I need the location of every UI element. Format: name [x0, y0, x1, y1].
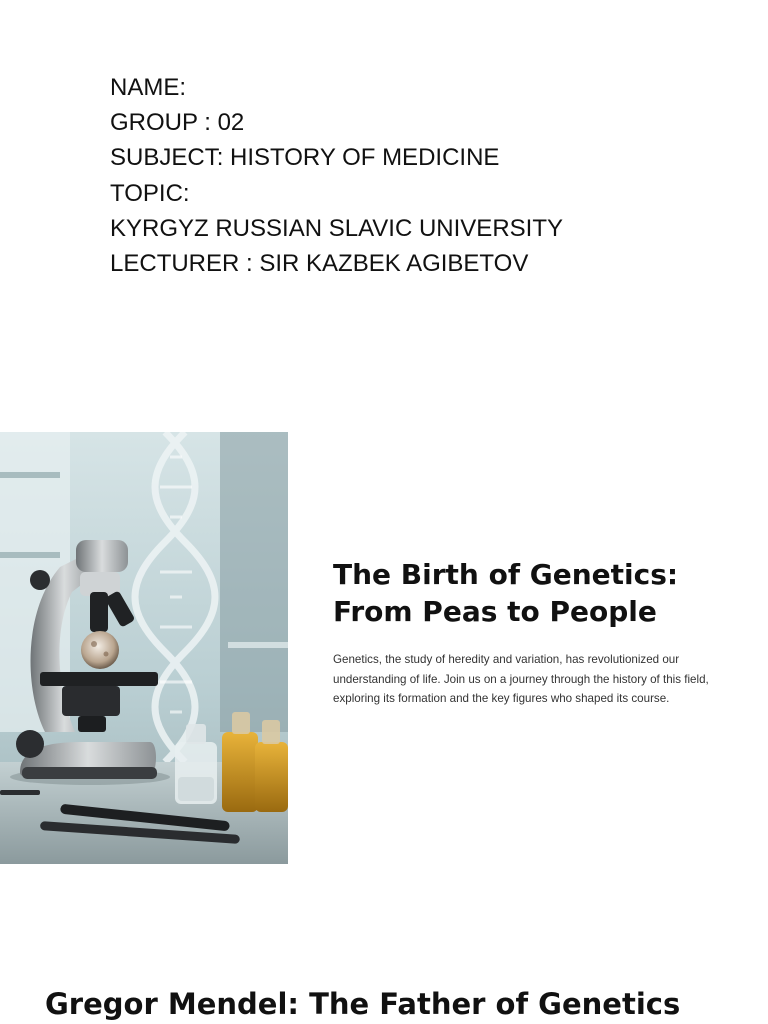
- lecturer-line: LECTURER : SIR KAZBEK AGIBETOV: [110, 250, 529, 278]
- name-line: NAME:: [110, 74, 187, 101]
- slide-birth-of-genetics: [0, 432, 768, 864]
- slide-title-line-2: From Peas to People: [333, 595, 657, 628]
- microscope-lab-photo-icon: [0, 432, 288, 864]
- slide-title: [333, 556, 753, 630]
- university-line: KYRGYZ RUSSIAN SLAVIC UNIVERSITY: [110, 214, 563, 242]
- topic-line: TOPIC:: [110, 179, 190, 207]
- next-slide-title: Gregor Mendel: The Father of Genetics: [45, 987, 681, 1021]
- subject-line: SUBJECT: HISTORY OF MEDICINE: [110, 144, 500, 172]
- slide-body-text: Genetics, the study of heredity and variation, has revolutionized our understanding of life. Join us on a journey through the history of this field, exploring its formation and the key figures who shaped its course.: [333, 653, 709, 705]
- slide-title-line-1: The Birth of Genetics:: [333, 558, 679, 591]
- group-line: GROUP : 02: [110, 109, 245, 137]
- cover-info-block: [110, 70, 563, 281]
